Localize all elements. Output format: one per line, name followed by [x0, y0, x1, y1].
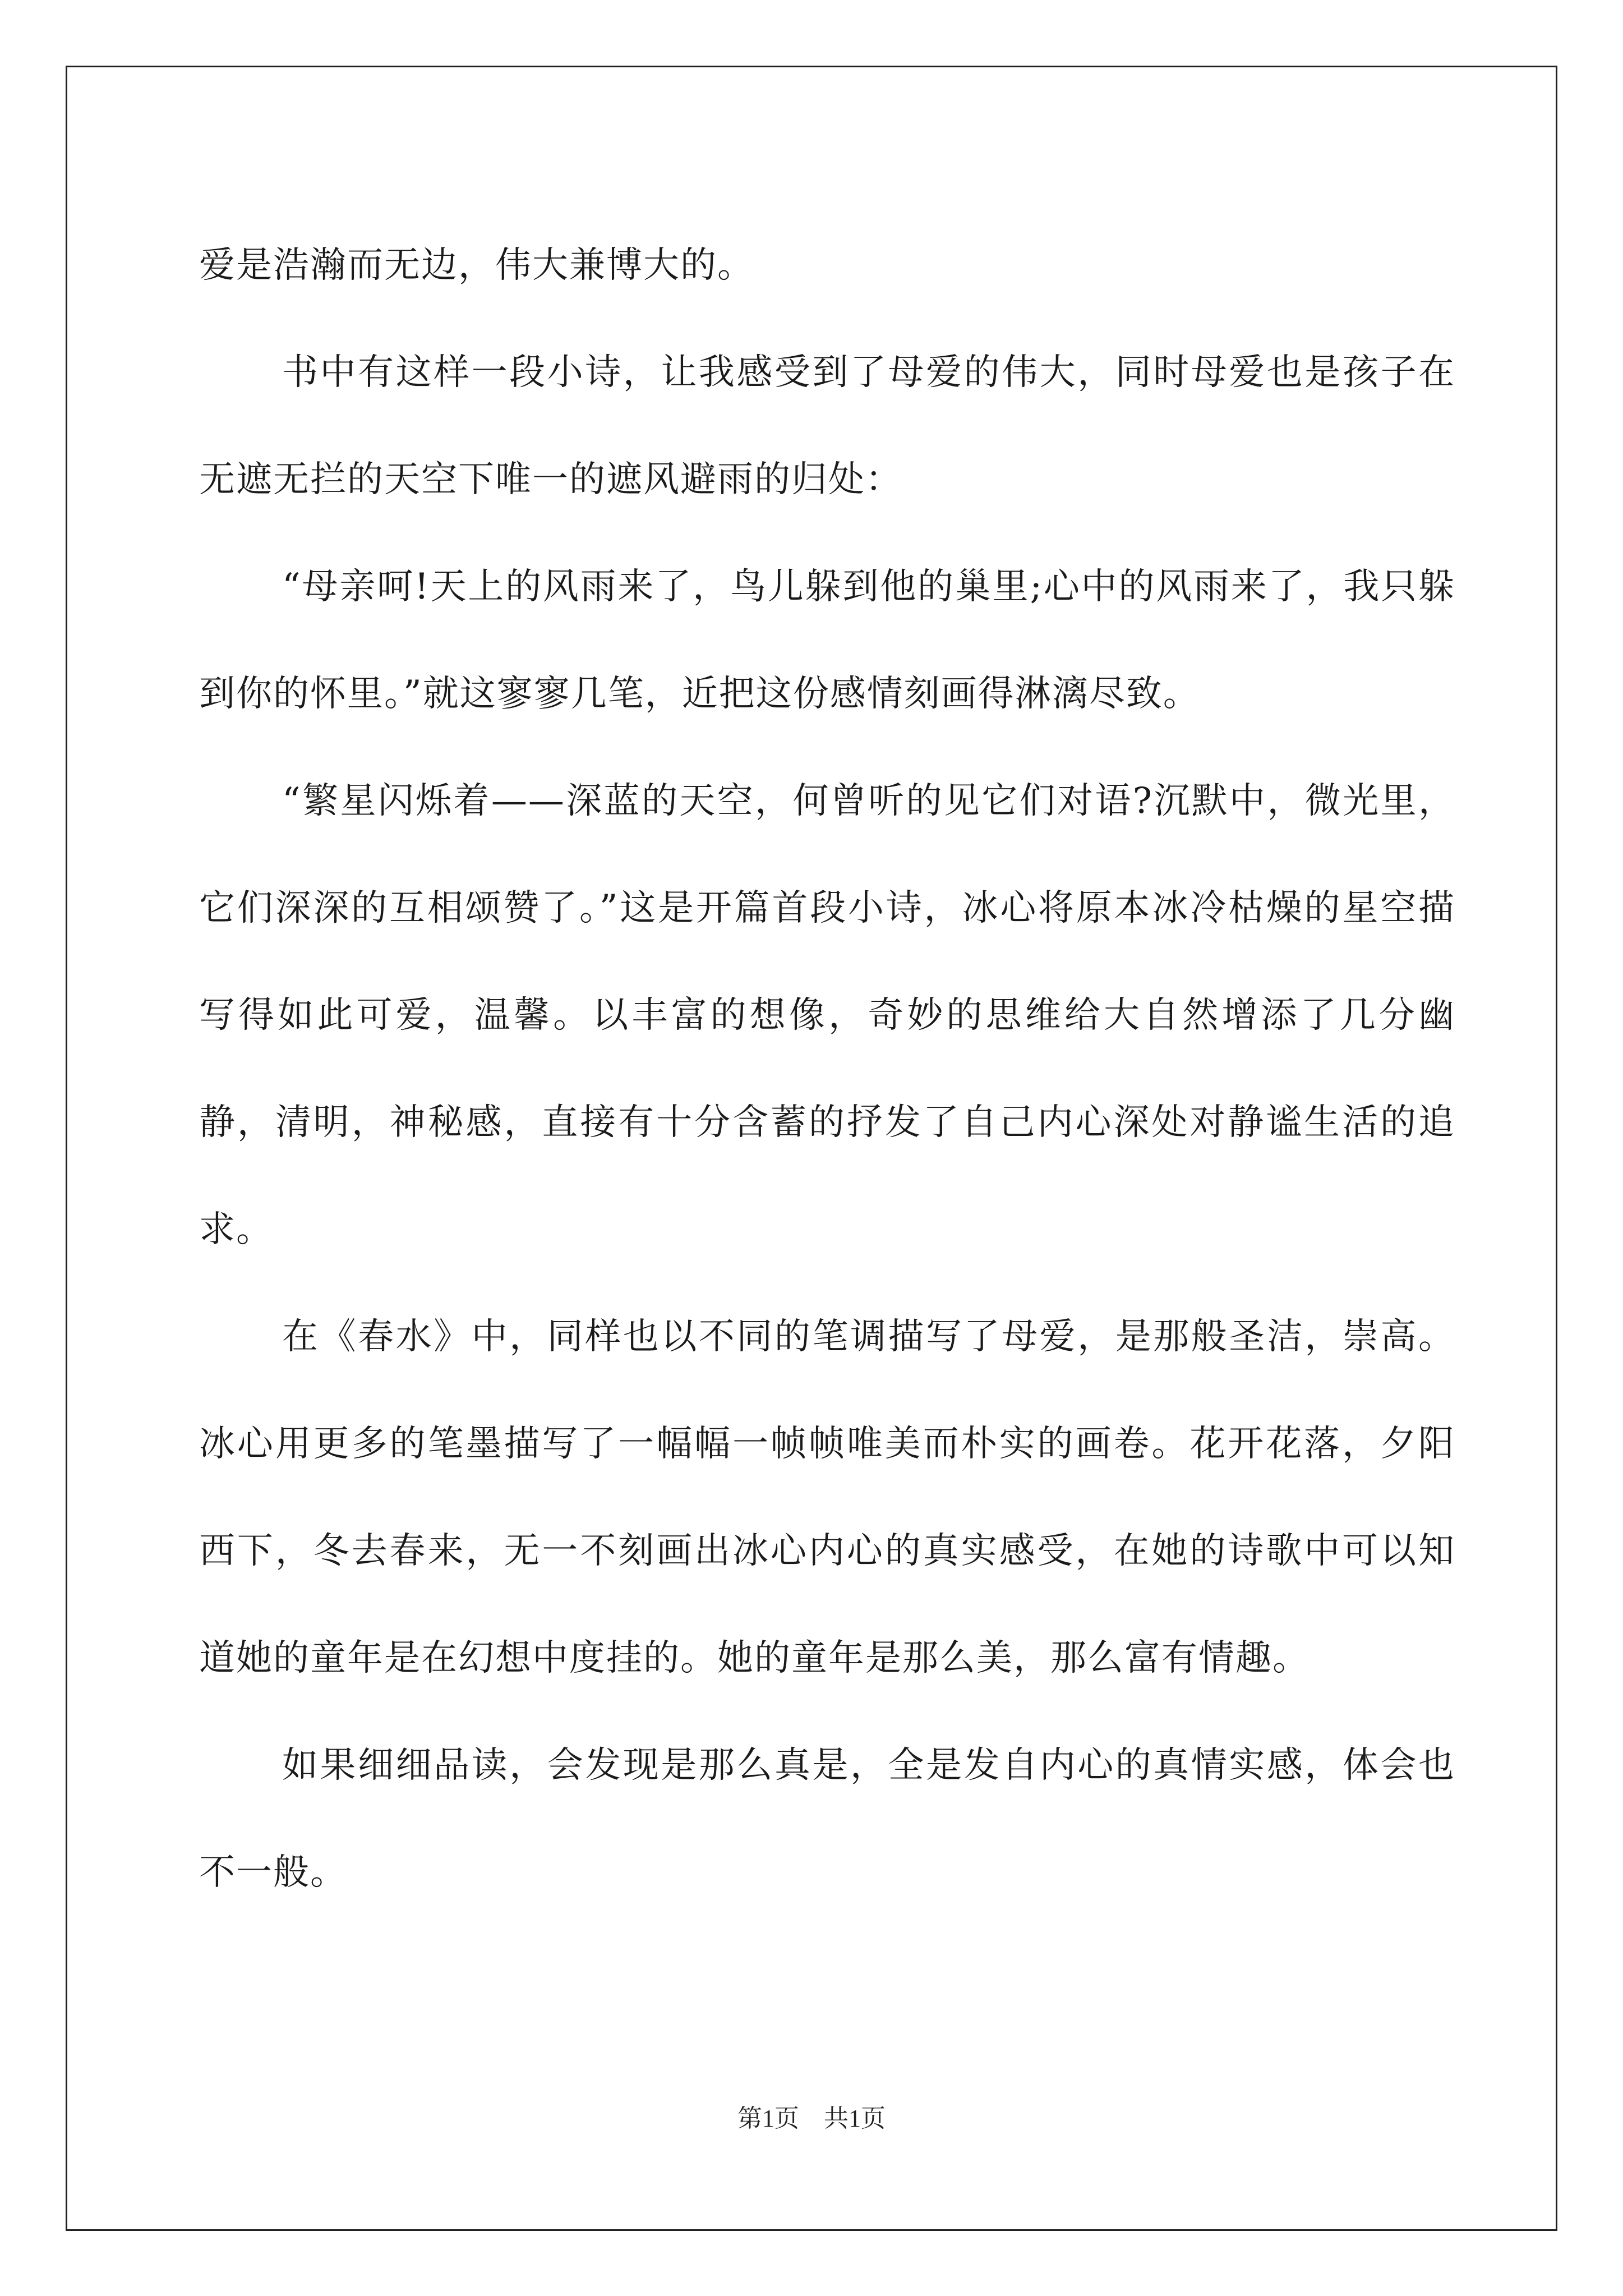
document-body — [199, 212, 1455, 1926]
paragraph-1: 爱是浩瀚而无边，伟大兼博大的。 — [199, 245, 754, 286]
paragraph-6: 如果细细品读，会发现是那么真是，全是发自内心的真情实感，体会也不一般。 — [199, 1745, 1455, 1893]
paragraph-2: 书中有这样一段小诗，让我感受到了母爱的伟大，同时母爱也是孩子在无遮无拦的天空下唯一的遮风避雨的归处： — [199, 352, 1455, 500]
paragraph-4: “繁星闪烁着——深蓝的天空，何曾听的见它们对语?沉默中，微光里，它们深深的互相颂赞了。”这是开篇首段小诗，冰心将原本冰冷枯燥的星空描写得如此可爱，温馨。以丰富的想像，奇妙的思维给大自然增添了几分幽静，清明，神秘感，直接有十分含蓄的抒发了自己内心深处对静谧生活的追求。 — [199, 780, 1455, 1250]
paragraph-5: 在《春水》中，同样也以不同的笔调描写了母爱，是那般圣洁，崇高。冰心用更多的笔墨描写了一幅幅一帧帧唯美而朴实的画卷。花开花落，夕阳西下，冬去春来，无一不刻画出冰心内心的真实感受，在她的诗歌中可以知道她的童年是在幻想中度挂的。她的童年是那么美，那么富有情趣。 — [199, 1316, 1455, 1679]
paragraph-3: “母亲呵!天上的风雨来了，鸟儿躲到他的巢里;心中的风雨来了，我只躲到你的怀里。”就这寥寥几笔，近把这份感情刻画得淋漓尽致。 — [199, 566, 1455, 715]
page-number-footer: 第1页 共1页 — [737, 2105, 886, 2132]
